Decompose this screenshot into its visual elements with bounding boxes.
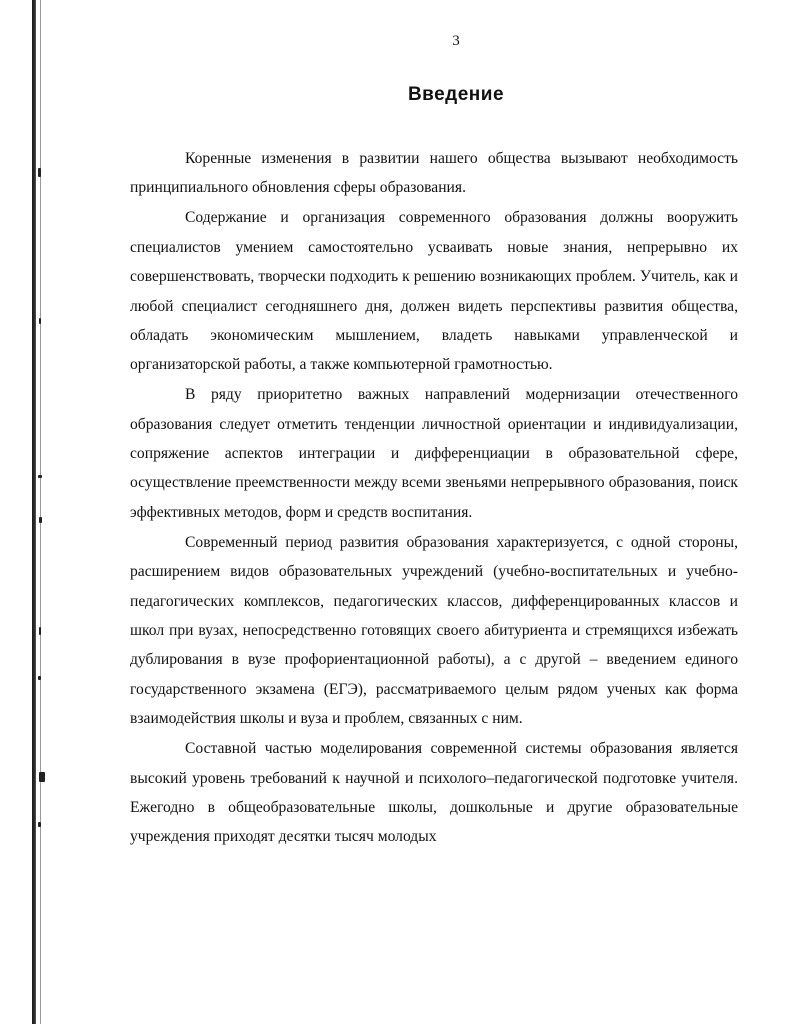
scan-binding-line [40, 0, 41, 1024]
scan-mark [38, 676, 41, 680]
section-heading: Введение [407, 84, 505, 105]
scan-mark [39, 318, 41, 324]
page-number: 3 [452, 33, 460, 49]
body-text [130, 144, 738, 852]
scan-mark [39, 517, 42, 523]
paragraph: Составной частью моделирования современной системы образования является высокий уровень требований к научной и психолого–педагогической подготовке учителя. Ежегодно в общеобразовательные школы, дошкольные и другие образовательные учреждения приходят десятки тысяч молодых [130, 740, 738, 846]
paragraph: Современный период развития образования характеризуется, с одной стороны, расширением видов образовательных учреждений (учебно-воспитательных и учебно-педагогических комплексов, педагогических классов, дифференцированных классов и школ при вузах, непосредственно готовящих своего абитуриента и стремящихся избежать дублирования в вузе профориентационной работы), а с другой – введением единого государственного экзамена (ЕГЭ), рассматриваемого целым рядом ученых как форма взаимодействия школы и вуза и проблем, связанных с ним. [130, 533, 738, 728]
scan-mark [38, 475, 42, 478]
scan-binding-edge [32, 0, 36, 1024]
scan-mark [38, 168, 41, 177]
scan-mark [38, 822, 41, 827]
scan-mark [39, 772, 45, 782]
scan-mark [39, 627, 41, 635]
paragraph: Коренные изменения в развитии нашего общества вызывают необходимость принципиального обновления сферы образования. [130, 150, 738, 197]
paragraph: В ряду приоритетно важных направлений модернизации отечественного образования следует отметить тенденции личностной ориентации и индивидуализации, сопряжение аспектов интеграции и дифференциации в образовательной сфере, осуществление преемственности между всеми звеньями непрерывного образования, поиск эффективных методов, форм и средств воспитания. [130, 386, 738, 521]
paragraph: Содержание и организация современного образования должны вооружить специалистов умением самостоятельно усваивать новые знания, непрерывно их совершенствовать, творчески подходить к решению возникающих проблем. Учитель, как и любой специалист сегодняшнего дня, должен видеть перспективы развития общества, обладать экономическим мышлением, владеть навыками управленческой и организаторской работы, а также компьютерной грамотностью. [130, 209, 738, 374]
